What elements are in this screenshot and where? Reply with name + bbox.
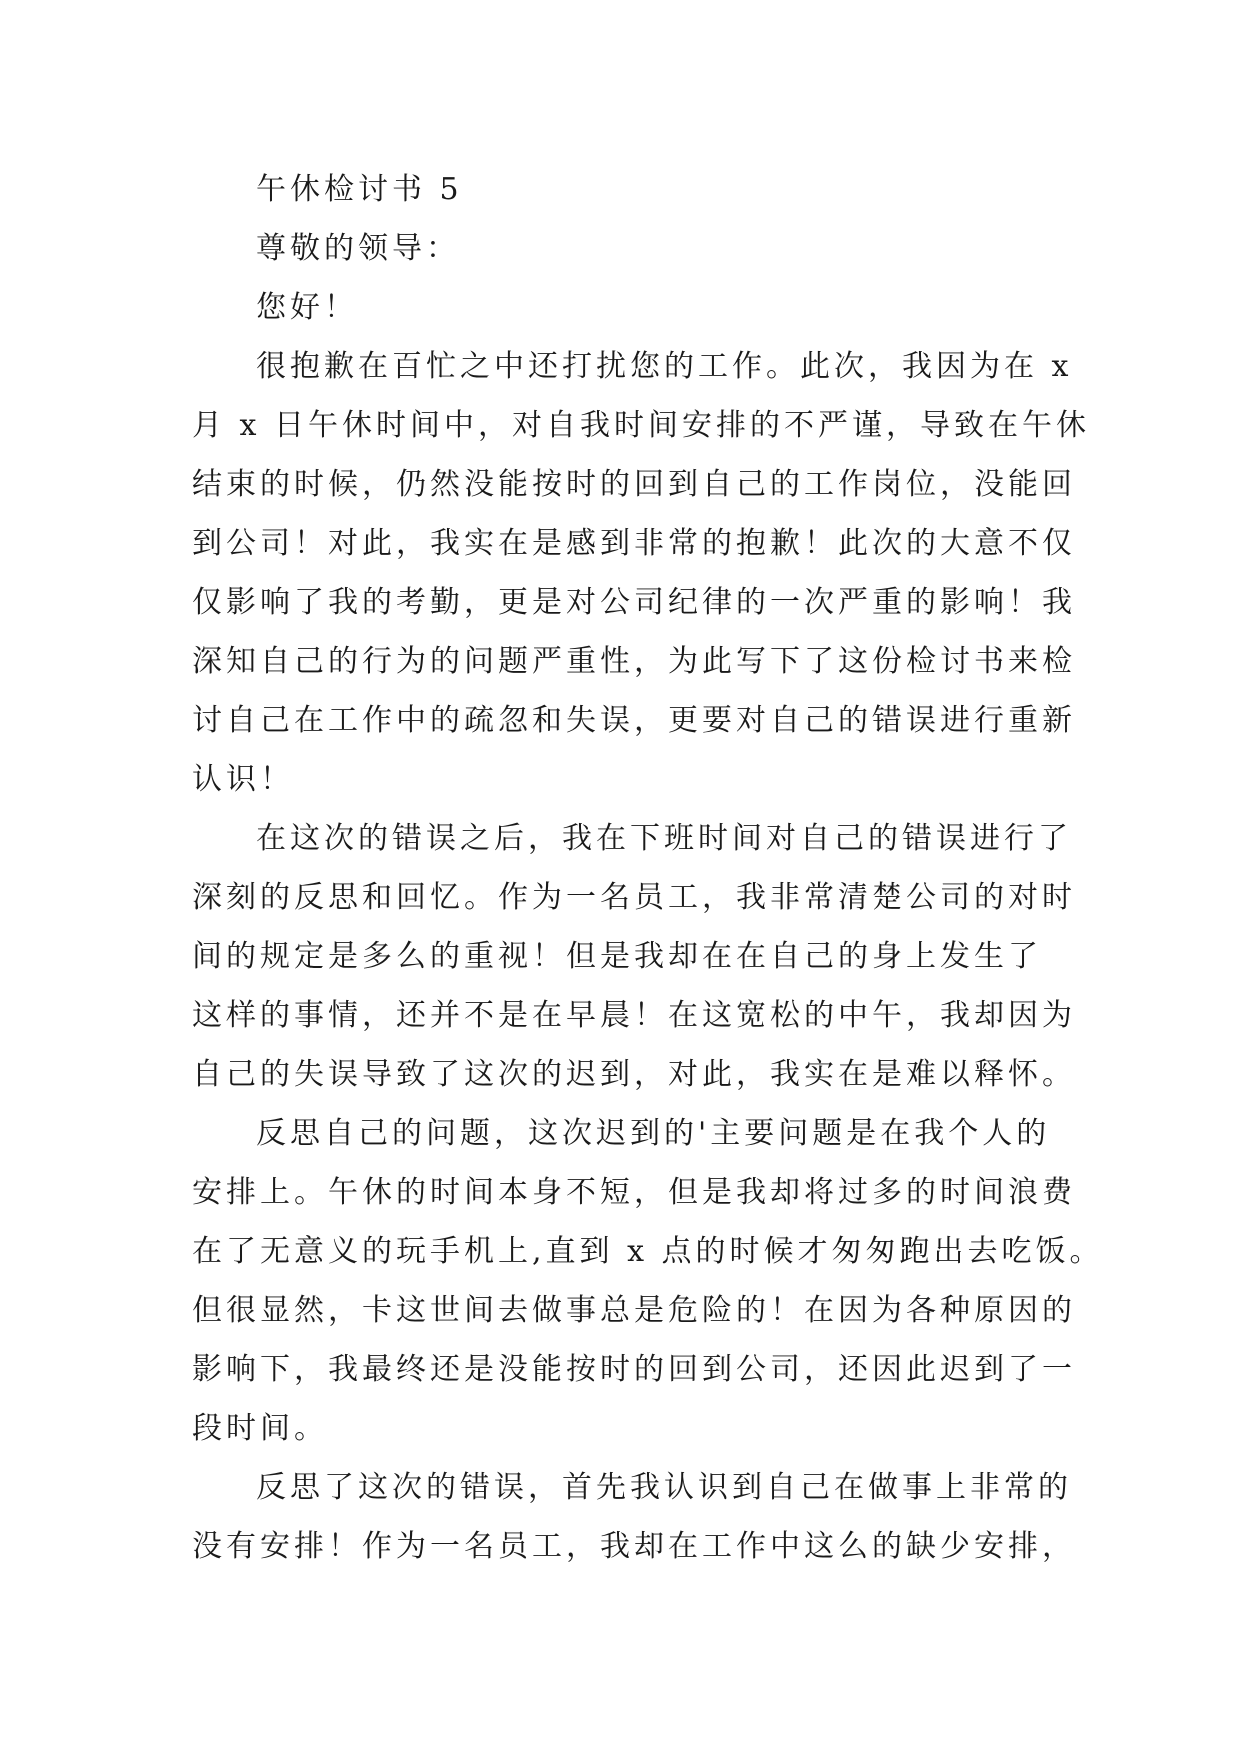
paragraph-line: 在这次的错误之后，我在下班时间对自己的错误进行了 bbox=[256, 821, 1072, 856]
paragraph-line: 深刻的反思和回忆。作为一名员工，我非常清楚公司的对时 bbox=[192, 880, 1076, 915]
paragraph-line: 反思自己的问题，这次迟到的'主要问题是在我个人的 bbox=[256, 1116, 1051, 1151]
paragraph-line: 这样的事情，还并不是在早晨！在这宽松的中午，我却因为 bbox=[192, 998, 1076, 1033]
greeting: 您好！ bbox=[256, 290, 358, 325]
paragraph-line: 段时间。 bbox=[192, 1411, 328, 1446]
paragraph-line: 没有安排！作为一名员工，我却在工作中这么的缺少安排， bbox=[192, 1529, 1076, 1564]
paragraph-line: 自己的失误导致了这次的迟到，对此，我实在是难以释怀。 bbox=[192, 1057, 1076, 1092]
paragraph-line: 安排上。午休的时间本身不短，但是我却将过多的时间浪费 bbox=[192, 1175, 1076, 1210]
paragraph-line: 影响下，我最终还是没能按时的回到公司，还因此迟到了一 bbox=[192, 1352, 1076, 1387]
document-body bbox=[192, 160, 1104, 1576]
paragraph-3 bbox=[192, 1104, 1104, 1458]
paragraph-line: 讨自己在工作中的疏忽和失误，更要对自己的错误进行重新 bbox=[192, 703, 1076, 738]
paragraph-1 bbox=[192, 337, 1090, 809]
salutation: 尊敬的领导： bbox=[256, 231, 460, 266]
paragraph-line: 深知自己的行为的问题严重性，为此写下了这份检讨书来检 bbox=[192, 644, 1076, 679]
paragraph-line: 反思了这次的错误，首先我认识到自己在做事上非常的 bbox=[256, 1470, 1072, 1505]
paragraph-line: 很抱歉在百忙之中还打扰您的工作。此次，我因为在 x bbox=[256, 349, 1073, 384]
paragraph-line: 仅影响了我的考勤，更是对公司纪律的一次严重的影响！我 bbox=[192, 585, 1076, 620]
paragraph-line: 月 x 日午休时间中，对自我时间安排的不严谨，导致在午休 bbox=[192, 408, 1090, 443]
paragraph-line: 在了无意义的玩手机上,直到 x 点的时候才匆匆跑出去吃饭。 bbox=[192, 1234, 1104, 1269]
paragraph-line: 但很显然，卡这世间去做事总是危险的！在因为各种原因的 bbox=[192, 1293, 1076, 1328]
paragraph-line: 到公司！对此，我实在是感到非常的抱歉！此次的大意不仅 bbox=[192, 526, 1076, 561]
paragraph-line: 结束的时候，仍然没能按时的回到自己的工作岗位，没能回 bbox=[192, 467, 1076, 502]
paragraph-line: 认识！ bbox=[192, 762, 294, 797]
paragraph-4 bbox=[192, 1458, 1076, 1576]
document-title: 午休检讨书 5 bbox=[256, 172, 463, 207]
paragraph-line: 间的规定是多么的重视！但是我却在在自己的身上发生了 bbox=[192, 939, 1042, 974]
paragraph-2 bbox=[192, 809, 1076, 1104]
